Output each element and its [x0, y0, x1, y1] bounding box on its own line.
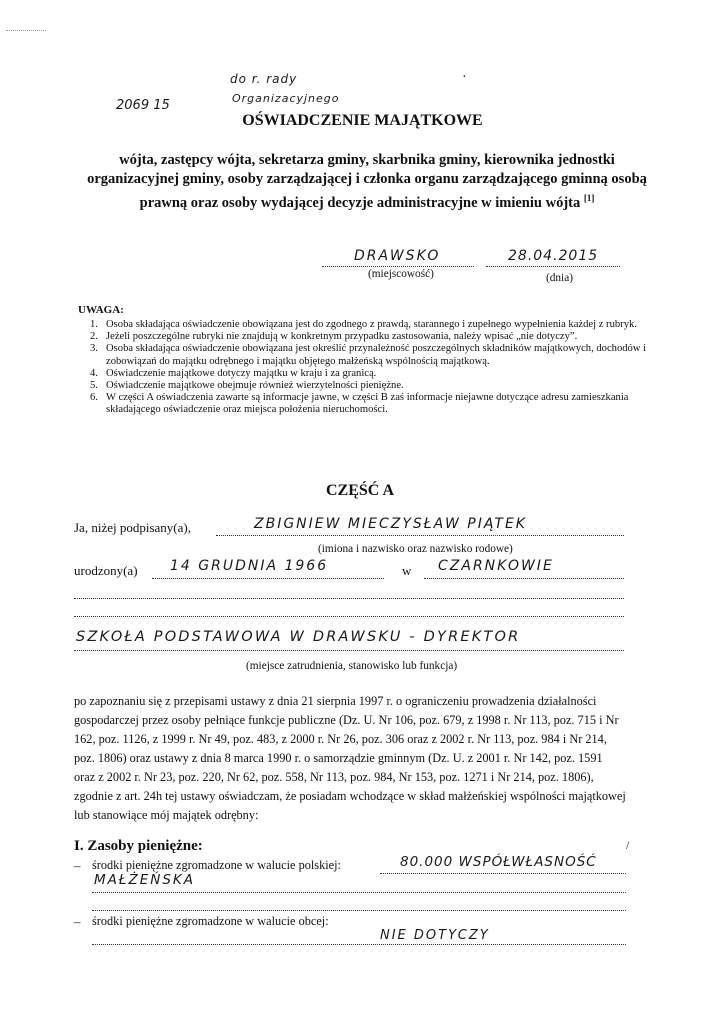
date-dotted-line: [486, 266, 620, 267]
document-title: OŚWIADCZENIE MAJĄTKOWE: [242, 112, 483, 129]
handwritten-note-line2: Organizacyjnego: [232, 92, 340, 105]
uwaga-item: 2. Jeżeli poszczególne rubryki nie znajdują w konkretnym przypadku zastosowania, należy wpisać „nie dotyczy”.: [90, 331, 578, 343]
uwaga-heading: UWAGA:: [78, 304, 124, 316]
subtitle-text: wójta, zastępcy wójta, sekretarza gminy, skarbnika gminy, kierownika jednostki organizacyjnej gminy, osoby zarządzającej i członka organu zarządzającego gminną osobą prawną oraz osoby wydającej decyzje administracyjne w imieniu wójta: [87, 152, 647, 211]
uwaga-item: 4. Oświadczenie majątkowe dotyczy majątku w kraju i za granicą.: [90, 367, 377, 379]
date-label: (dnia): [546, 272, 573, 284]
dash-pl: –: [74, 858, 81, 873]
born-prefix: urodzony(a): [74, 563, 138, 578]
born-w: w: [402, 563, 412, 578]
pl-dotted-line-2: [92, 892, 626, 893]
uwaga-item: 1. Osoba składająca oświadczenie obowiązana jest do zgodnego z prawdą, starannego i zupełnego wypełnienia każdej z rubryk.: [90, 319, 637, 330]
uwaga-item: 5. Oświadczenie majątkowe obejmuje również wierzytelności pieniężne.: [90, 380, 404, 392]
pl-value: 80.000 WSPÓŁWŁASNOŚĆ: [400, 854, 597, 870]
uwaga-item: 3. Osoba składająca oświadczenie obowiązana jest określić przynależność poszczególnych składników majątkowych, dochodów i zobowiązań do majątku odrębnego i majątku objętego małżeńską wspólnością majątkową.: [90, 343, 647, 367]
dash-foreign: –: [74, 914, 81, 929]
uwaga-list: [78, 319, 650, 417]
born-date-value: 14 GRUDNIA 1966: [170, 558, 329, 574]
date-value: 28.04.2015: [508, 248, 599, 264]
foreign-value: NIE DOTYCZY: [380, 928, 490, 943]
name-label: (imiona i nazwisko oraz nazwisko rodowe): [318, 543, 513, 555]
born-place-dotted-line: [424, 578, 624, 579]
foreign-label: środki pieniężne zgromadzone w walucie obcej:: [92, 914, 329, 928]
statement-text: po zapoznaniu się z przepisami ustawy z dnia 21 sierpnia 1997 r. o ograniczeniu prowadzenia działalności gospodarczej przez osoby pełniące funkcje publiczne (Dz. U. Nr 106, poz. 679, z 1998 r. Nr 113, poz. 715 i Nr 162, poz. 1126, z 1999 r. Nr 49, poz. 483, z 2000 r. Nr 26, poz. 306 oraz z 2002 r. Nr 113, poz. 984 i Nr 214, poz. 1806) oraz ustawy z dnia 8 marca 1990 r. o samorządzie gminnym (Dz. U. z 2001 r. Nr 142, poz. 1591 oraz z 2002 r. Nr 23, poz. 220, Nr 62, poz. 558, Nr 113, poz. 984, Nr 153, poz. 1271 i Nr 214, poz. 1806), zgodnie z art. 24h tej ustawy oświadczam, że posiadam wchodzące w skład małżeńskiej wspólności majątkowej lub stanowiące mój majątek odrębny:: [74, 694, 626, 822]
place-dotted-line: [322, 266, 474, 267]
pl-dotted-line: [380, 873, 626, 874]
place-label: (miejscowość): [368, 268, 434, 280]
top-right-mark: ·: [462, 70, 467, 85]
born-place-value: CZARNKOWIE: [438, 558, 554, 574]
document-subtitle: [72, 151, 662, 213]
uwaga-item: 6. W części A oświadczenia zawarte są informacje jawne, w części B zaś informacje niejawne dotyczące adresu zamieszkania składającego oświadczenie oraz miejsca położenia nieruchomości.: [90, 392, 629, 416]
part-a-heading: CZĘŚĆ A: [325, 482, 395, 499]
employment-value: SZKOŁA PODSTAWOWA W DRAWSKU - DYREKTOR: [76, 629, 521, 645]
handwritten-code: 2069 15: [116, 98, 170, 113]
employment-label: (miejsce zatrudnienia, stanowisko lub funkcja): [246, 660, 458, 672]
blank-dotted-line-2: [74, 616, 624, 617]
handwritten-note-line1: do r. rady: [230, 72, 298, 86]
subtitle-footnote: [1]: [583, 193, 595, 203]
blank-dotted-line-1: [74, 598, 624, 599]
pl-label: środki pieniężne zgromadzone w walucie polskiej:: [92, 858, 341, 872]
pl-dotted-line-3: [92, 910, 626, 911]
employment-dotted-line: [74, 650, 624, 651]
foreign-dotted-line: [92, 944, 626, 945]
name-prefix: Ja, niżej podpisany(a),: [74, 520, 191, 535]
place-value: DRAWSKO: [354, 248, 441, 264]
name-value: ZBIGNIEW MIECZYSŁAW PIĄTEK: [254, 516, 527, 532]
section1-tick: /: [626, 838, 630, 852]
pl-value-line2: MAŁŻEŃSKA: [94, 872, 196, 888]
scan-speck: [6, 30, 46, 33]
section1-heading: I. Zasoby pieniężne:: [74, 838, 203, 854]
name-dotted-line: [216, 535, 624, 536]
born-date-dotted-line: [152, 578, 384, 579]
